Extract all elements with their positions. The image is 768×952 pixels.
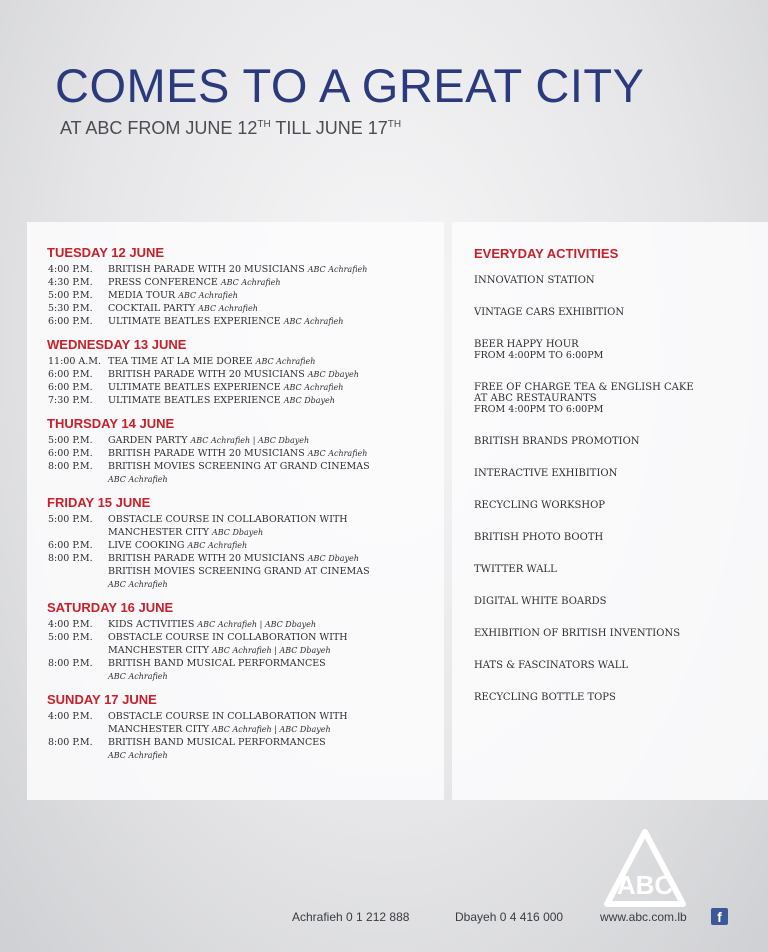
day-title: THURSDAY 14 JUNE — [47, 416, 175, 431]
event-time: 5:30 P.M. — [48, 303, 93, 314]
everyday-item — [474, 692, 759, 703]
event-name: BRITISH PARADE WITH 20 MUSICIANS — [108, 448, 305, 459]
logo-text: ABC — [616, 870, 674, 900]
subheadline — [60, 118, 401, 139]
event-location: ABC Achrafieh — [187, 541, 248, 550]
everyday-item-label: AT ABC RESTAURANTS — [474, 393, 597, 404]
event-row — [47, 631, 442, 657]
event-desc — [108, 657, 442, 683]
event-desc — [108, 631, 442, 657]
event-name-continued: MANCHESTER CITY — [108, 724, 209, 735]
event-location: ABC Dbayeh — [307, 554, 359, 563]
everyday-item — [474, 307, 759, 318]
event-row — [47, 276, 442, 289]
event-name: MEDIA TOUR — [108, 290, 176, 301]
event-name: OBSTACLE COURSE IN COLLABORATION WITH — [108, 711, 348, 722]
event-row — [47, 618, 442, 631]
event-row — [47, 447, 442, 460]
day-title: SATURDAY 16 JUNE — [47, 600, 174, 615]
event-time: 6:00 P.M. — [48, 316, 93, 327]
event-location: ABC Achrafieh | ABC Dbayeh — [197, 620, 317, 629]
event-time: 11:00 A.M. — [48, 356, 102, 367]
event-row — [47, 657, 442, 683]
day-block — [47, 692, 442, 762]
event-time: 5:00 P.M. — [48, 290, 93, 301]
event-time: 5:00 P.M. — [48, 514, 93, 525]
event-location: ABC Achrafieh — [198, 304, 258, 313]
subheadline-sup-1: TH — [257, 119, 271, 130]
subheadline-prefix: AT ABC FROM JUNE 12 — [60, 118, 258, 138]
event-name: OBSTACLE COURSE IN COLLABORATION WITH — [108, 514, 348, 525]
event-time: 4:30 P.M. — [48, 277, 93, 288]
event-desc — [108, 289, 442, 302]
event-name: BRITISH PARADE WITH 20 MUSICIANS — [108, 553, 305, 564]
schedule — [47, 245, 442, 771]
event-row — [47, 355, 442, 368]
event-time: 4:00 P.M. — [48, 264, 93, 275]
everyday-list — [474, 275, 759, 703]
everyday-item-label: TWITTER WALL — [474, 564, 557, 575]
event-name: OBSTACLE COURSE IN COLLABORATION WITH — [108, 632, 348, 643]
day-title: SUNDAY 17 JUNE — [47, 692, 157, 707]
phone-dbayeh: Dbayeh 0 4 416 000 — [455, 910, 564, 924]
event-location: ABC Achrafieh — [307, 265, 368, 274]
event-row — [47, 394, 442, 407]
event-desc — [108, 355, 442, 368]
event-name-line2 — [108, 565, 442, 578]
day-block — [47, 495, 442, 591]
event-row — [47, 513, 442, 539]
everyday-item-label: DIGITAL WHITE BOARDS — [474, 596, 607, 607]
event-desc — [108, 315, 442, 328]
website-link[interactable]: www.abc.com.lb — [600, 910, 687, 924]
event-row — [47, 736, 442, 762]
everyday-item-label: HATS & FASCINATORS WALL — [474, 660, 629, 671]
event-location: ABC Achrafieh — [283, 383, 344, 392]
event-time: 4:00 P.M. — [48, 711, 93, 722]
event-location: ABC Dbayeh — [307, 370, 359, 379]
event-desc — [108, 368, 442, 381]
event-desc — [108, 302, 442, 315]
event-location: ABC Achrafieh | ABC Dbayeh — [211, 725, 331, 734]
event-desc — [108, 710, 442, 736]
everyday-item-label: BRITISH BRANDS PROMOTION — [474, 436, 640, 447]
abc-logo-icon — [603, 828, 687, 914]
event-name: GARDEN PARTY — [108, 435, 188, 446]
event-desc — [108, 447, 442, 460]
event-row — [47, 710, 442, 736]
event-name-continued: MANCHESTER CITY — [108, 645, 209, 656]
event-desc — [108, 263, 442, 276]
everyday-item-label: INTERACTIVE EXHIBITION — [474, 468, 618, 479]
event-location: ABC Achrafieh — [307, 449, 368, 458]
everyday-item — [474, 275, 759, 286]
event-name: KIDS ACTIVITIES — [108, 619, 195, 630]
event-location: ABC Dbayeh — [283, 396, 335, 405]
day-title: FRIDAY 15 JUNE — [47, 495, 151, 510]
everyday-item-label: RECYCLING WORKSHOP — [474, 500, 606, 511]
event-name: LIVE COOKING — [108, 540, 185, 551]
everyday-item-label: RECYCLING BOTTLE TOPS — [474, 692, 616, 703]
event-location: ABC Achrafieh — [220, 278, 281, 287]
event-name: COCKTAIL PARTY — [108, 303, 196, 314]
event-desc — [108, 513, 442, 539]
everyday-item — [474, 628, 759, 639]
event-time: 8:00 P.M. — [48, 737, 93, 748]
everyday-item-label: INNOVATION STATION — [474, 275, 595, 286]
event-time: 8:00 P.M. — [48, 658, 93, 669]
event-desc — [108, 276, 442, 289]
event-location: ABC Achrafieh — [255, 357, 316, 366]
event-name: TEA TIME AT LA MIE DOREE — [108, 356, 253, 367]
event-location: ABC Achrafieh — [178, 291, 238, 300]
event-desc — [108, 434, 442, 447]
event-location: ABC Achrafieh — [108, 580, 168, 589]
event-name-line2 — [108, 723, 442, 736]
event-time: 5:00 P.M. — [48, 632, 93, 643]
event-desc — [108, 460, 442, 486]
event-name: BRITISH BAND MUSICAL PERFORMANCES — [108, 658, 326, 669]
subheadline-mid: TILL JUNE 17 — [270, 118, 388, 138]
day-title: WEDNESDAY 13 JUNE — [47, 337, 187, 352]
event-location: ABC Dbayeh — [211, 528, 264, 537]
event-time: 6:00 P.M. — [48, 540, 93, 551]
event-desc — [108, 539, 442, 552]
event-name: ULTIMATE BEATLES EXPERIENCE — [108, 395, 281, 406]
event-desc — [108, 618, 442, 631]
everyday-item-time: FROM 4:00PM TO 6:00PM — [474, 404, 604, 415]
everyday-item — [474, 564, 759, 575]
everyday-title: EVERYDAY ACTIVITIES — [474, 246, 619, 261]
event-name: ULTIMATE BEATLES EXPERIENCE — [108, 382, 281, 393]
event-desc — [108, 381, 442, 394]
event-location: ABC Achrafieh — [108, 751, 168, 760]
event-time: 5:00 P.M. — [48, 435, 93, 446]
event-time: 8:00 P.M. — [48, 553, 93, 564]
event-name-line2 — [108, 644, 442, 657]
event-desc — [108, 552, 442, 591]
event-time: 4:00 P.M. — [48, 619, 93, 630]
everyday-item — [474, 532, 759, 543]
everyday-item — [474, 339, 759, 361]
everyday-item — [474, 596, 759, 607]
everyday-item-label: EXHIBITION OF BRITISH INVENTIONS — [474, 628, 681, 639]
event-name: BRITISH PARADE WITH 20 MUSICIANS — [108, 264, 305, 275]
event-location: ABC Achrafieh | ABC Dbayeh — [211, 646, 331, 655]
event-row — [47, 539, 442, 552]
event-name: ULTIMATE BEATLES EXPERIENCE — [108, 316, 281, 327]
everyday-item-label: BEER HAPPY HOUR — [474, 339, 579, 350]
event-row — [47, 302, 442, 315]
event-time: 8:00 P.M. — [48, 461, 93, 472]
everyday-item-label: BRITISH PHOTO BOOTH — [474, 532, 604, 543]
everyday-item — [474, 436, 759, 447]
event-time: 6:00 P.M. — [48, 448, 93, 459]
everyday-item — [474, 660, 759, 671]
event-name: BRITISH PARADE WITH 20 MUSICIANS — [108, 369, 305, 380]
facebook-icon[interactable]: f — [711, 908, 728, 925]
day-title: TUESDAY 12 JUNE — [47, 245, 165, 260]
day-block — [47, 416, 442, 486]
everyday-item — [474, 500, 759, 511]
event-row — [47, 552, 442, 591]
subheadline-sup-2: TH — [387, 119, 402, 130]
event-desc — [108, 736, 442, 762]
event-name-line2 — [108, 526, 442, 539]
event-name: BRITISH BAND MUSICAL PERFORMANCES — [108, 737, 326, 748]
event-name-continued: MANCHESTER CITY — [108, 527, 209, 538]
event-row — [47, 315, 442, 328]
event-row — [47, 368, 442, 381]
everyday-item-time: FROM 4:00PM TO 6:00PM — [474, 350, 604, 361]
everyday-item-label: VINTAGE CARS EXHIBITION — [474, 307, 625, 318]
everyday-item-label: FREE OF CHARGE TEA & ENGLISH CAKE — [474, 382, 694, 393]
day-block — [47, 600, 442, 683]
day-block — [47, 245, 442, 328]
event-row — [47, 381, 442, 394]
event-name-continued: BRITISH MOVIES SCREENING GRAND AT CINEMAS — [108, 566, 370, 577]
everyday-item — [474, 468, 759, 479]
event-name: BRITISH MOVIES SCREENING AT GRAND CINEMAS — [108, 461, 370, 472]
phone-achrafieh: Achrafieh 0 1 212 888 — [292, 910, 410, 924]
everyday-item — [474, 382, 759, 415]
event-location: ABC Achrafieh — [108, 475, 168, 484]
event-time: 7:30 P.M. — [48, 395, 93, 406]
headline: COMES TO A GREAT CITY — [55, 59, 645, 112]
day-block — [47, 337, 442, 407]
event-desc — [108, 394, 442, 407]
event-name: PRESS CONFERENCE — [108, 277, 218, 288]
event-row — [47, 289, 442, 302]
event-time: 6:00 P.M. — [48, 369, 93, 380]
event-location: ABC Achrafieh | ABC Dbayeh — [190, 436, 310, 445]
event-row — [47, 434, 442, 447]
everyday-activities — [474, 246, 759, 724]
event-location: ABC Achrafieh — [283, 317, 344, 326]
event-time: 6:00 P.M. — [48, 382, 93, 393]
event-row — [47, 263, 442, 276]
event-location: ABC Achrafieh — [108, 672, 168, 681]
event-row — [47, 460, 442, 486]
